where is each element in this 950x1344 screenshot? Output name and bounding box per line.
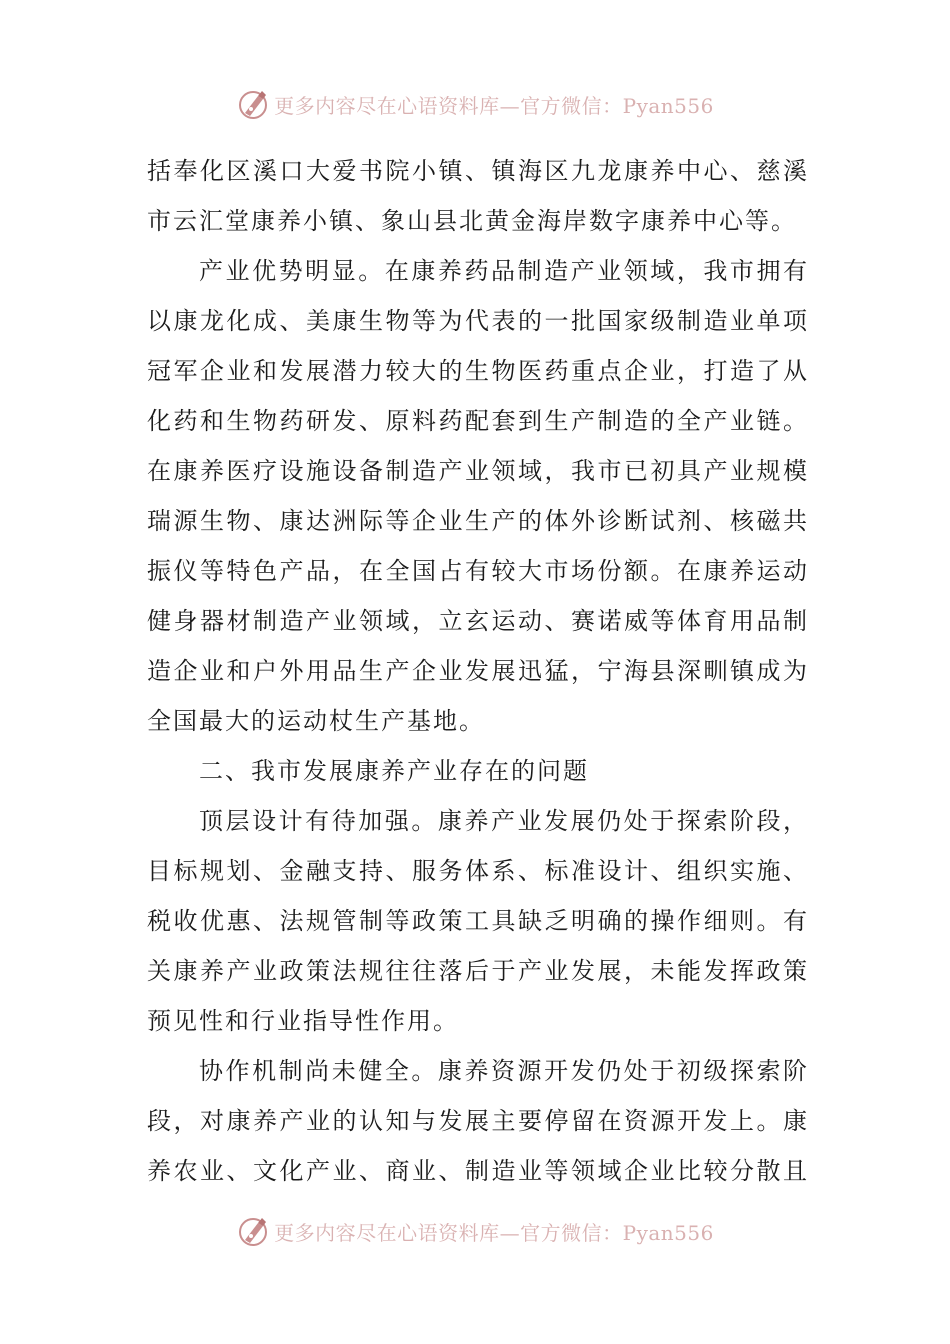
body-line: 预见性和行业指导性作用。 bbox=[147, 1007, 459, 1035]
body-line: 以康龙化成、美康生物等为代表的一批国家级制造业单项 bbox=[147, 307, 807, 335]
pen-nib-seal-icon bbox=[236, 1214, 270, 1248]
body-line: 化药和生物药研发、原料药配套到生产制造的全产业链。 bbox=[147, 407, 807, 435]
paragraph-heading-line: 顶层设计有待加强。康养产业发展仍处于探索阶段， bbox=[199, 807, 807, 835]
body-line: 段，对康养产业的认知与发展主要停留在资源开发上。康 bbox=[147, 1107, 807, 1135]
body-line: 造企业和户外用品生产企业发展迅猛，宁海县深甽镇成为 bbox=[147, 657, 807, 685]
body-line: 在康养医疗设施设备制造产业领域，我市已初具产业规模 bbox=[147, 457, 807, 485]
body-line: 关康养产业政策法规往往落后于产业发展，未能发挥政策 bbox=[147, 957, 807, 985]
watermark-text: 更多内容尽在心语资料库—官方微信：Pyan556 bbox=[274, 93, 714, 118]
pen-nib-seal-icon bbox=[236, 87, 270, 121]
watermark-header bbox=[0, 84, 950, 124]
body-line: 养农业、文化产业、商业、制造业等领域企业比较分散且 bbox=[147, 1157, 807, 1185]
section-heading: 二、我市发展康养产业存在的问题 bbox=[199, 757, 589, 785]
watermark-footer bbox=[0, 1211, 950, 1251]
body-line: 冠军企业和发展潜力较大的生物医药重点企业，打造了从 bbox=[147, 357, 807, 385]
watermark-text: 更多内容尽在心语资料库—官方微信：Pyan556 bbox=[274, 1220, 714, 1245]
document-body bbox=[147, 146, 807, 1196]
body-line: 市云汇堂康养小镇、象山县北黄金海岸数字康养中心等。 bbox=[147, 207, 797, 235]
paragraph-heading-line: 协作机制尚未健全。康养资源开发仍处于初级探索阶 bbox=[199, 1057, 807, 1085]
body-line: 目标规划、金融支持、服务体系、标准设计、组织实施、 bbox=[147, 857, 807, 885]
paragraph-heading-line: 产业优势明显。在康养药品制造产业领域，我市拥有 bbox=[199, 257, 807, 285]
body-line: 全国最大的运动杖生产基地。 bbox=[147, 707, 485, 735]
body-line: 健身器材制造产业领域，立玄运动、赛诺威等体育用品制 bbox=[147, 607, 807, 635]
body-line: 税收优惠、法规管制等政策工具缺乏明确的操作细则。有 bbox=[147, 907, 807, 935]
body-line: 括奉化区溪口大爱书院小镇、镇海区九龙康养中心、慈溪 bbox=[147, 157, 807, 185]
body-line: 瑞源生物、康达洲际等企业生产的体外诊断试剂、核磁共 bbox=[147, 507, 807, 535]
body-line: 振仪等特色产品，在全国占有较大市场份额。在康养运动 bbox=[147, 557, 807, 585]
